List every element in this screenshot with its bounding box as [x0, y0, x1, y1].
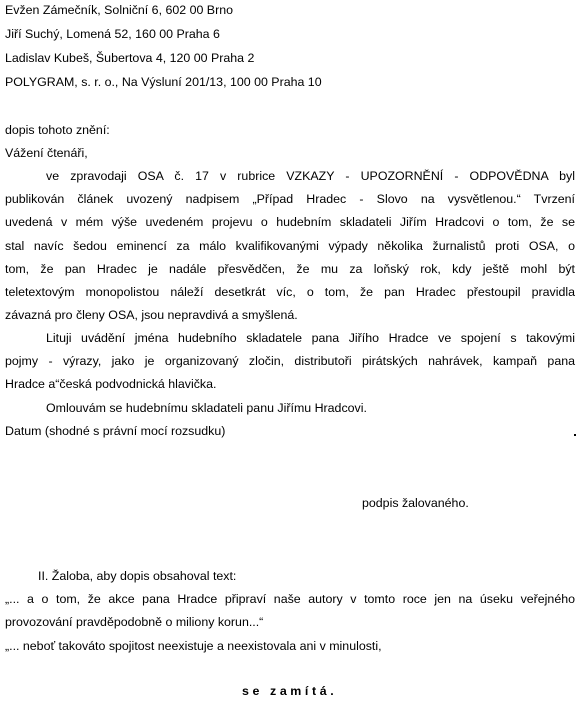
paragraph-line: uvedená v mém výše uvedeném projevu o hudebním skladateli Jiřím Hradcovi o tom, že se: [5, 215, 575, 229]
paragraph-line: teletextovým monopolistou náleží desetkrát víc, o tom, že pan Hradec přestoupil pravidla: [5, 285, 575, 299]
paragraph-line: Hradce a“česká podvodnická hlavička.: [5, 377, 217, 391]
addressee-line: Ladislav Kubeš, Šubertova 4, 120 00 Praha 2: [5, 51, 255, 65]
apology-line: Omlouvám se hudebnímu skladateli panu Jiřímu Hradcovi.: [46, 401, 367, 415]
signature-line: podpis žalovaného.: [362, 496, 469, 510]
stray-dot: [574, 434, 576, 436]
paragraph-line: Lituji uvádění jména hudebního skladatele pana Jiřího Hradce ve spojení s takovými: [46, 331, 575, 345]
date-line: Datum (shodné s právní mocí rozsudku): [5, 424, 226, 438]
addressee-line: POLYGRAM, s. r. o., Na Výsluní 201/13, 100 00 Praha 10: [5, 75, 322, 89]
letter-intro: dopis tohoto znění:: [5, 123, 110, 137]
addressee-line: Jiří Suchý, Lomená 52, 160 00 Praha 6: [5, 27, 220, 41]
verdict: se zamítá.: [242, 684, 338, 698]
section-heading: II. Žaloba, aby dopis obsahoval text:: [38, 569, 237, 583]
paragraph-line: závazná pro členy OSA, jsou nepravdivá a smyšlená.: [5, 308, 298, 322]
paragraph-line: stal navíc šedou eminencí za málo kvalifikovanými výpady několika žurnalistů proti OSA, o: [5, 239, 575, 253]
paragraph-line: tom, že pan Hradec je nadále přesvědčen, že mu za loňský rok, kdy ještě mohl být: [5, 262, 575, 276]
paragraph-line: publikován článek uvozený nadpisem „Případ Hradec - Slovo na vysvětlenou.“ Tvrzení: [5, 192, 575, 206]
quote-line: „... a o tom, že akce pana Hradce připraví naše autory v tomto roce jen na úseku veřejného: [5, 592, 575, 606]
quote-line: provozování pravděpodobně o miliony korun...“: [5, 615, 264, 629]
paragraph-line: pojmy - výrazy, jako je organizovaný zločin, distributoři pirátských nahrávek, kampaň pana: [5, 354, 575, 368]
quote-line: „... neboť takováto spojitost neexistuje a neexistovala ani v minulosti,: [5, 639, 382, 653]
salutation: Vážení čtenáři,: [5, 146, 88, 160]
paragraph-line: ve zpravodaji OSA č. 17 v rubrice VZKAZY - UPOZORNĚNÍ - ODPOVĚDNA byl: [46, 169, 575, 183]
addressee-line: Evžen Zámečník, Solniční 6, 602 00 Brno: [5, 3, 233, 17]
